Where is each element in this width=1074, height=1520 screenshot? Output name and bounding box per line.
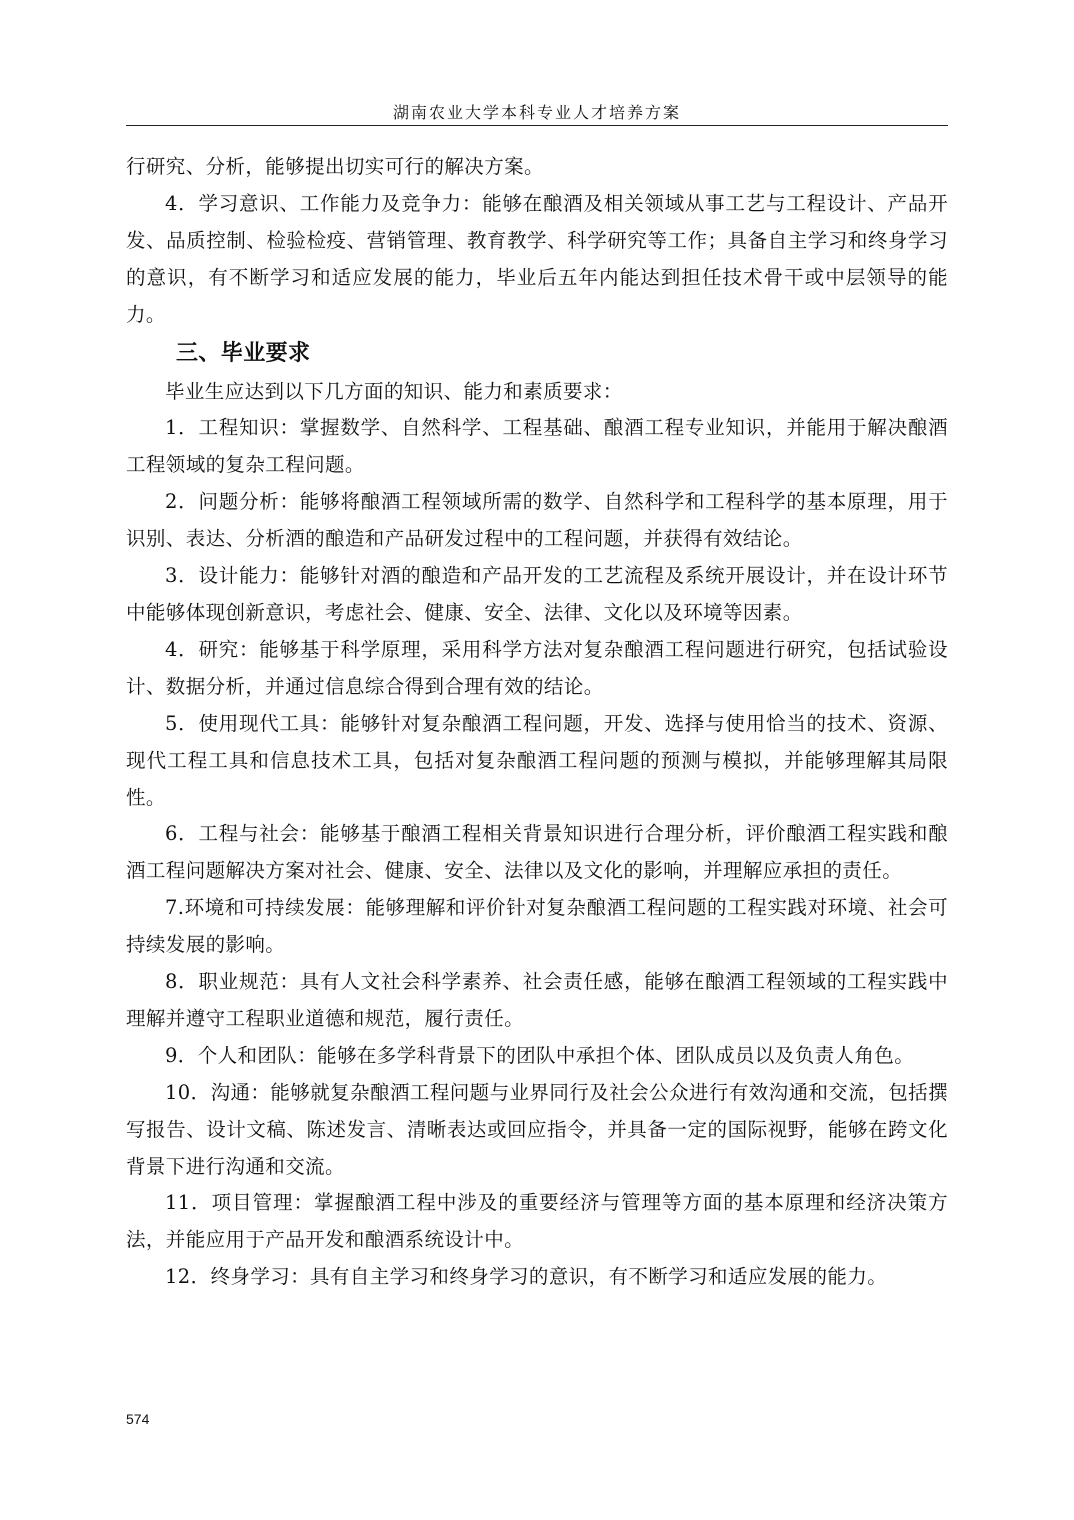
document-body — [126, 149, 948, 1296]
requirement-11: 11．项目管理：掌握酿酒工程中涉及的重要经济与管理等方面的基本原理和经济决策方法，并能应用于产品开发和酿酒系统设计中。 — [126, 1191, 948, 1252]
requirement-5: 5．使用现代工具：能够针对复杂酿酒工程问题，开发、选择与使用恰当的技术、资源、现代工程工具和信息技术工具，包括对复杂酿酒工程问题的预测与模拟，并能够理解其局限性。 — [126, 711, 948, 809]
requirement-6: 6．工程与社会：能够基于酿酒工程相关背景知识进行合理分析，评价酿酒工程实践和酿酒工程问题解决方案对社会、健康、安全、法律以及文化的影响，并理解应承担的责任。 — [126, 822, 948, 883]
section-heading: 三、毕业要求 — [176, 340, 311, 366]
requirement-4: 4．研究：能够基于科学原理，采用科学方法对复杂酿酒工程问题进行研究，包括试验设计、数据分析，并通过信息综合得到合理有效的结论。 — [126, 637, 948, 698]
running-header-title: 湖南农业大学本科专业人才培养方案 — [392, 103, 681, 122]
paragraph-continued: 行研究、分析，能够提出切实可行的解决方案。 — [126, 155, 544, 178]
page-number: 574 — [126, 1411, 150, 1427]
requirement-1: 1．工程知识：掌握数学、自然科学、工程基础、酿酒工程专业知识，并能用于解决酿酒工程领域的复杂工程问题。 — [126, 416, 948, 477]
requirement-10: 10．沟通：能够就复杂酿酒工程问题与业界同行及社会公众进行有效沟通和交流，包括撰写报告、设计文稿、陈述发言、清晰表达或回应指令，并具备一定的国际视野，能够在跨文化背景下进行沟通和交流。 — [126, 1080, 948, 1178]
requirement-7: 7.环境和可持续发展：能够理解和评价针对复杂酿酒工程问题的工程实践对环境、社会可持续发展的影响。 — [126, 896, 948, 957]
requirement-2: 2．问题分析：能够将酿酒工程领域所需的数学、自然科学和工程科学的基本原理，用于识别、表达、分析酒的酿造和产品研发过程中的工程问题，并获得有效结论。 — [126, 490, 948, 551]
requirement-3: 3．设计能力：能够针对酒的酿造和产品开发的工艺流程及系统开展设计，并在设计环节中能够体现创新意识，考虑社会、健康、安全、法律、文化以及环境等因素。 — [126, 564, 948, 624]
paragraph-objective-4: 4．学习意识、工作能力及竞争力：能够在酿酒及相关领域从事工艺与工程设计、产品开发、品质控制、检验检疫、营销管理、教育教学、科学研究等工作；具备自主学习和终身学习的意识，有不断学习和适应发展的能力，毕业后五年内能达到担任技术骨干或中层领导的能力。 — [126, 191, 948, 326]
requirement-12: 12．终身学习：具有自主学习和终身学习的意识，有不断学习和适应发展的能力。 — [165, 1265, 888, 1289]
header-rule — [126, 125, 948, 126]
requirement-9: 9．个人和团队：能够在多学科背景下的团队中承担个体、团队成员以及负责人角色。 — [165, 1043, 915, 1067]
requirement-8: 8．职业规范：具有人文社会科学素养、社会责任感，能够在酿酒工程领域的工程实践中理解并遵守工程职业道德和规范，履行责任。 — [126, 970, 948, 1030]
paragraph-intro: 毕业生应达到以下几方面的知识、能力和素质要求： — [165, 379, 623, 403]
